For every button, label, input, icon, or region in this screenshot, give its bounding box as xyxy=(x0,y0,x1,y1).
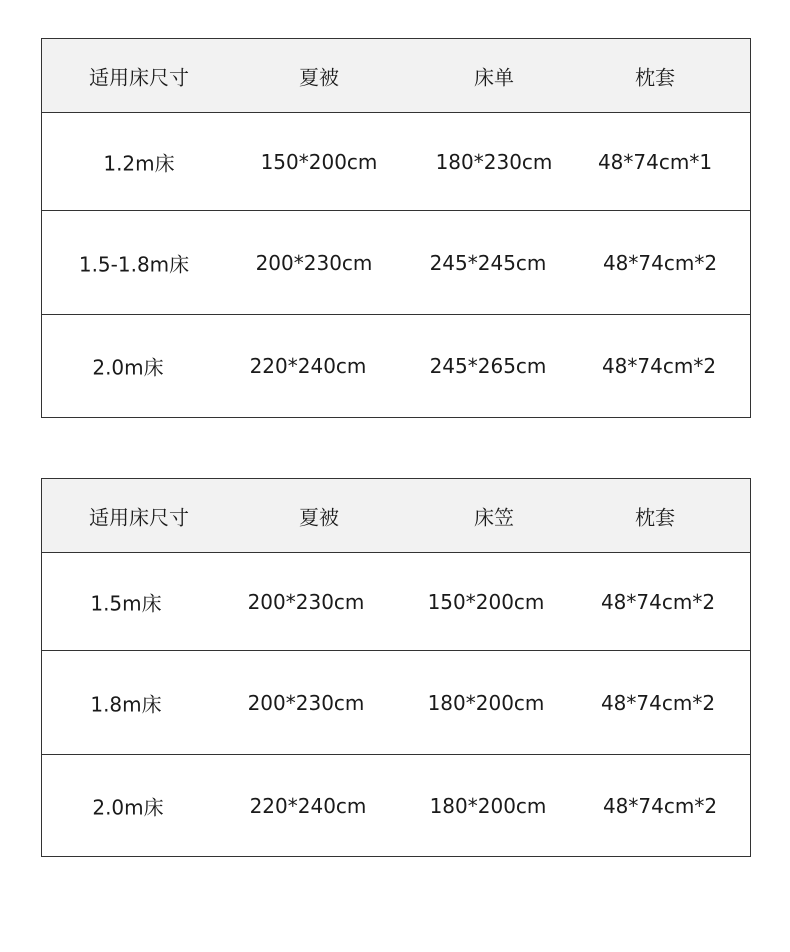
header-bed-size: 适用床尺寸 xyxy=(89,65,189,89)
cell-summer-quilt: 220*240cm xyxy=(249,793,367,818)
table-header-row xyxy=(42,479,750,553)
cell-bed-sheet: 245*265cm xyxy=(429,354,547,378)
table-row xyxy=(42,113,750,211)
header-bed-sheet: 床单 xyxy=(474,65,514,89)
cell-summer-quilt: 200*230cm xyxy=(247,589,365,614)
cell-fitted-sheet: 180*200cm xyxy=(427,690,545,715)
cell-bed-size: 2.0m床 xyxy=(92,795,164,819)
cell-summer-quilt: 200*230cm xyxy=(255,250,373,275)
cell-pillowcase: 48*74cm*2 xyxy=(602,793,718,818)
cell-bed-size: 1.5m床 xyxy=(90,591,162,615)
cell-pillowcase: 48*74cm*2 xyxy=(600,589,716,614)
table-header-row xyxy=(42,39,750,113)
cell-bed-size: 2.0m床 xyxy=(92,355,164,380)
cell-fitted-sheet: 150*200cm xyxy=(427,589,545,614)
header-fitted-sheet: 床笠 xyxy=(474,505,514,529)
table-row xyxy=(42,755,750,856)
cell-bed-size: 1.2m床 xyxy=(103,151,175,175)
cell-bed-size: 1.8m床 xyxy=(90,692,162,716)
table-row xyxy=(42,211,750,315)
cell-bed-sheet: 245*245cm xyxy=(429,250,547,275)
cell-pillowcase: 48*74cm*2 xyxy=(600,690,716,715)
header-pillowcase: 枕套 xyxy=(635,65,675,89)
cell-fitted-sheet: 180*200cm xyxy=(429,793,547,818)
header-summer-quilt: 夏被 xyxy=(299,505,339,529)
cell-pillowcase: 48*74cm*1 xyxy=(597,149,713,174)
cell-pillowcase: 48*74cm*2 xyxy=(602,250,718,275)
cell-summer-quilt: 220*240cm xyxy=(249,354,367,378)
table-row xyxy=(42,315,750,417)
header-summer-quilt: 夏被 xyxy=(299,65,339,89)
table-row xyxy=(42,651,750,755)
cell-pillowcase: 48*74cm*2 xyxy=(601,354,717,378)
cell-bed-sheet: 180*230cm xyxy=(435,149,553,174)
cell-bed-size: 1.5-1.8m床 xyxy=(78,252,190,276)
header-pillowcase: 枕套 xyxy=(635,505,675,529)
cell-summer-quilt: 150*200cm xyxy=(260,149,378,174)
size-table-1 xyxy=(41,38,751,418)
cell-summer-quilt: 200*230cm xyxy=(247,690,365,715)
header-bed-size: 适用床尺寸 xyxy=(89,505,189,529)
table-row xyxy=(42,553,750,651)
size-table-2 xyxy=(41,478,751,857)
